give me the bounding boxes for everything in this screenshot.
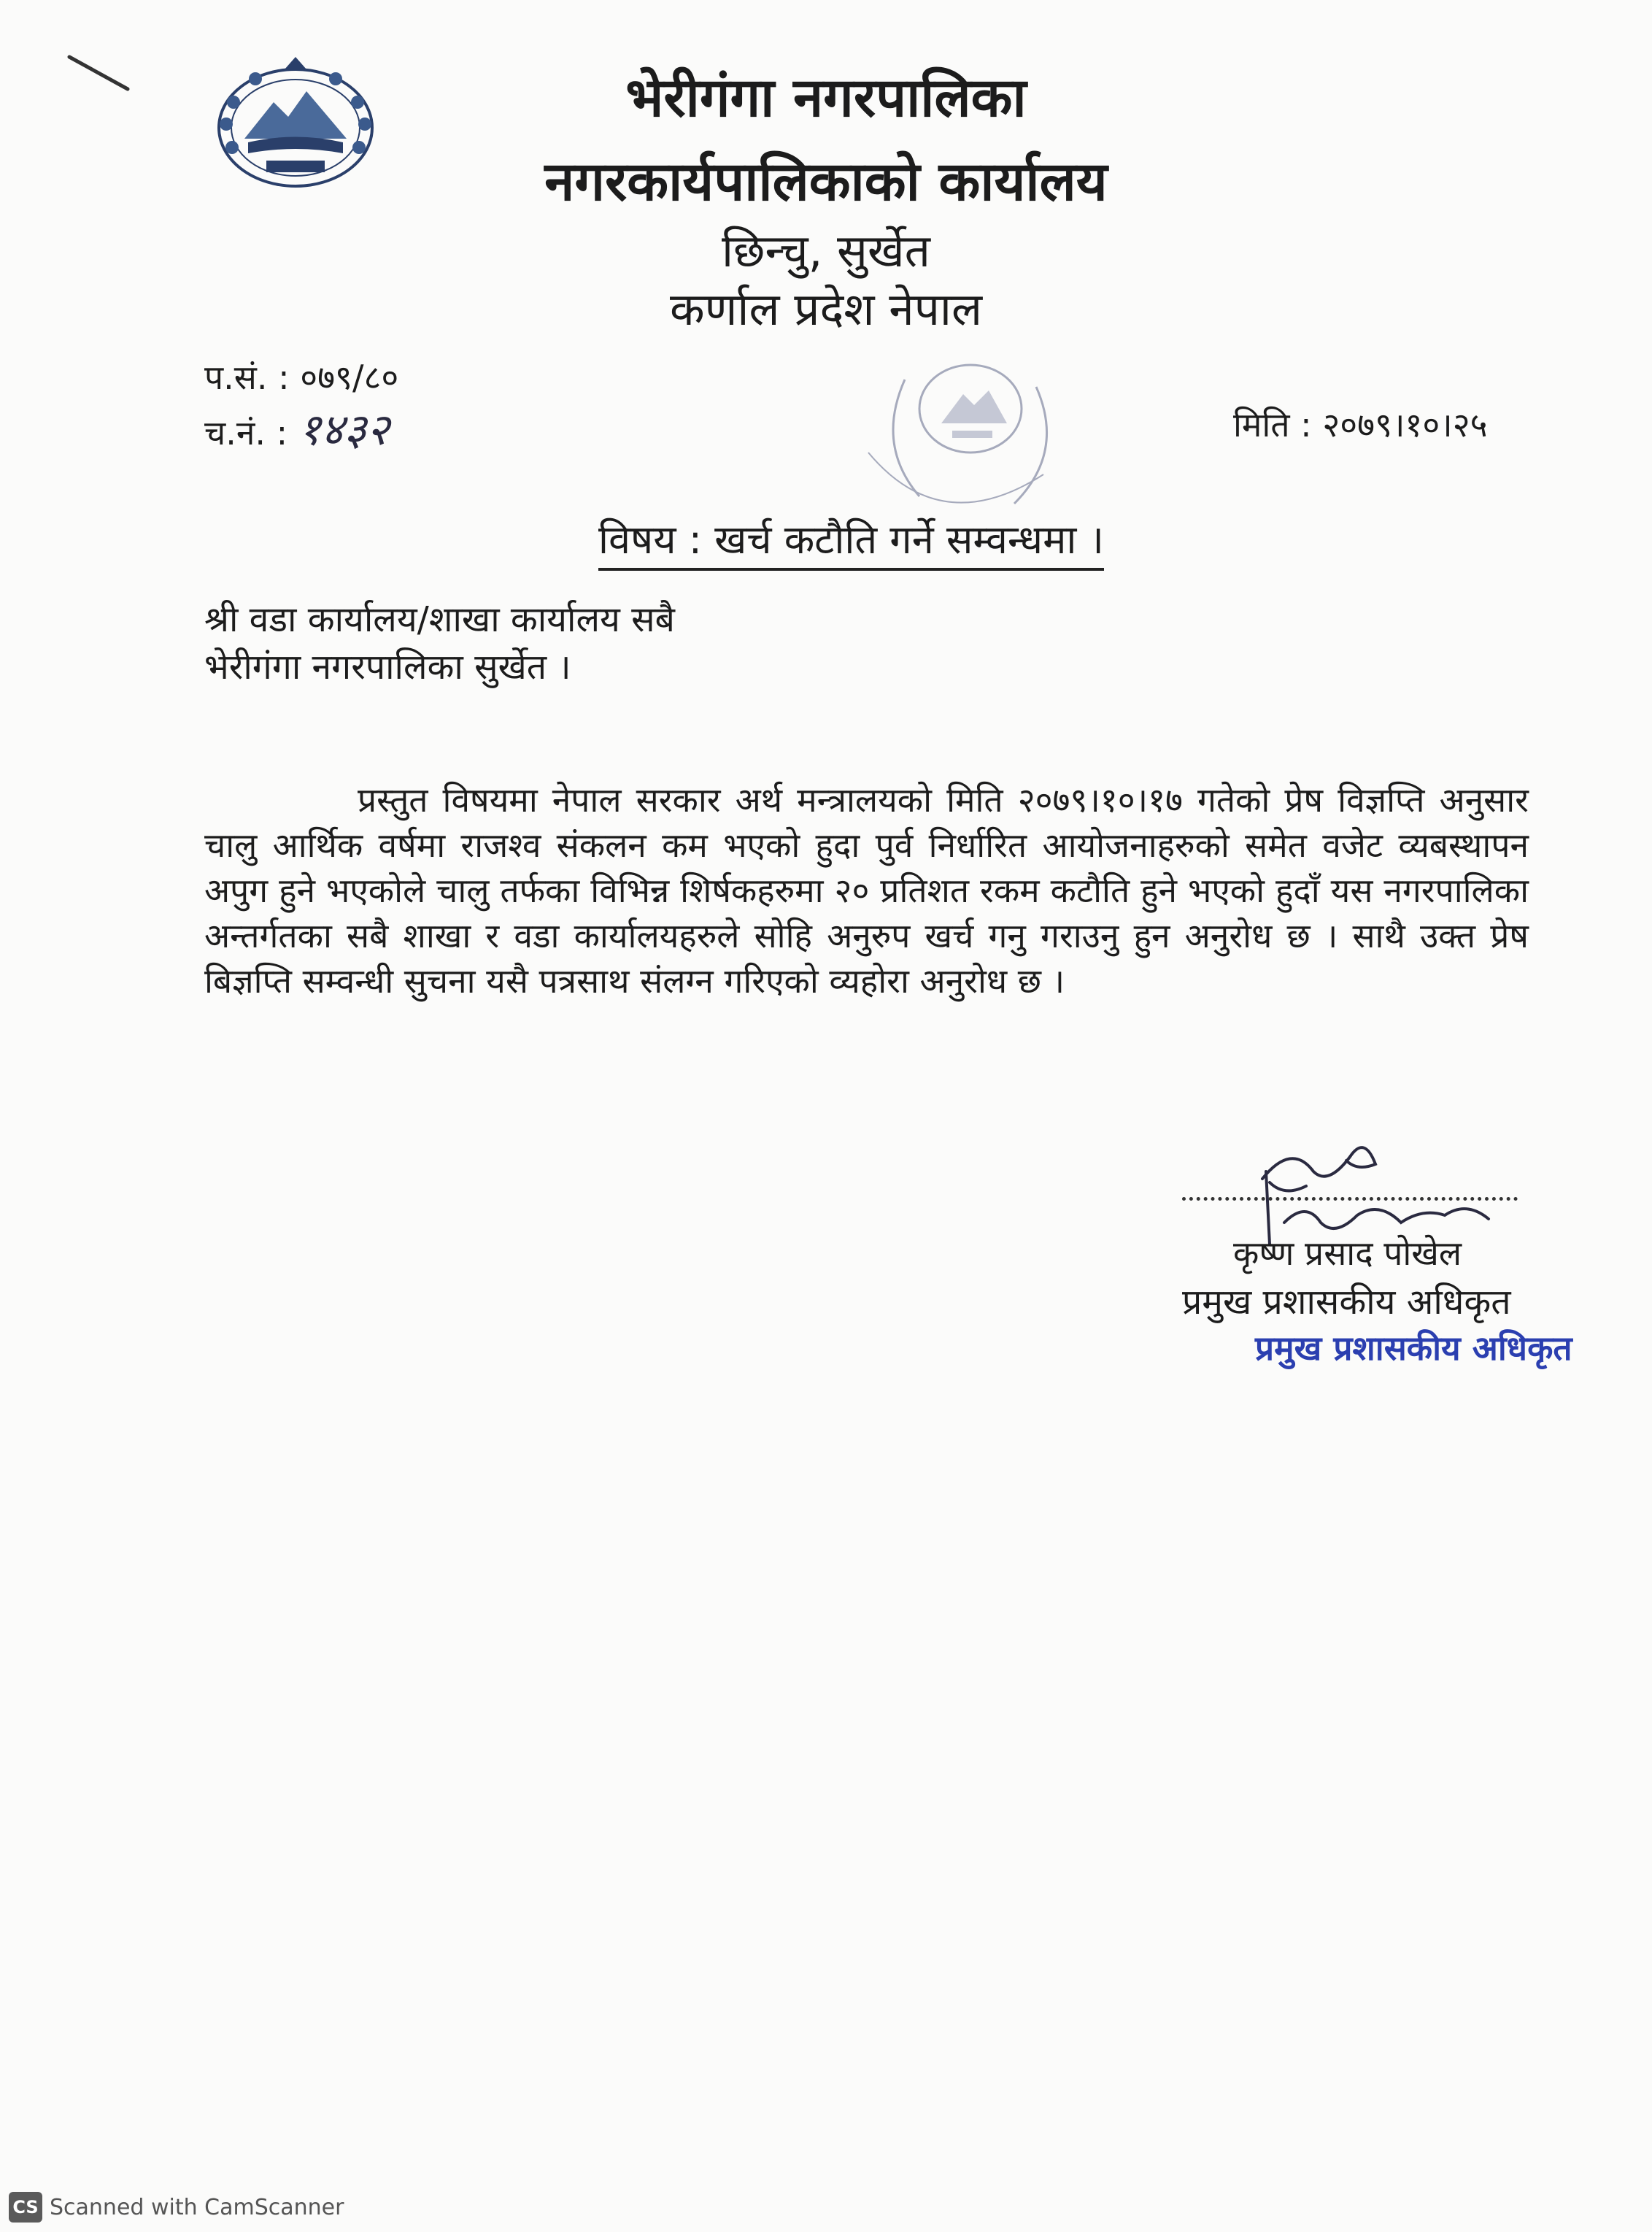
reference-ps (204, 354, 398, 399)
cn-value-handwritten: १४३२ (298, 404, 390, 455)
recipient-line-1: श्री वडा कार्यालय/शाखा कार्यालय सबै (204, 599, 675, 640)
date-label: मिति : (1233, 405, 1312, 445)
date-value: २०७९।१०।२५ (1322, 405, 1488, 445)
camscanner-watermark-text: Scanned with CamScanner (50, 2194, 344, 2220)
letter-date (1233, 401, 1488, 447)
letter-subject: विषय : खर्च कटौति गर्ने सम्वन्धमा । (598, 511, 1104, 571)
signatory-title: प्रमुख प्रशासकीय अधिकृत (1182, 1282, 1511, 1323)
cn-label: च.नं. : (204, 413, 288, 453)
recipient-line-2: भेरीगंगा नगरपालिका सुर्खेत । (204, 647, 571, 688)
letterhead-office-name: नगरकार्यपालिकाको कार्यालय (544, 150, 1108, 213)
letter-body-text: प्रस्तुत विषयमा नेपाल सरकार अर्थ मन्त्रालयको मिति २०७९।१०।१७ गतेको प्रेष विज्ञप्ति अनुसार चालु आर्थिक वर्षमा राजश्व संकलन कम भएको हुदा पुर्व निर्धारित आयोजनाहरुको समेत वजेट व्यबस्थापन अपुग हुने भएकोले चालु तर्फका विभिन्न शिर्षकहरुमा २० प्रतिशत रकम कटौति हुने भएको हुदाँ यस नगरपालिका अन्तर्गतका सबै शाखा र वडा कार्यालयहरुले सोहि अनुरुप खर्च गनु गराउनु हुन अनुरोध छ । साथै उक्त प्रेष बिज्ञप्ति सम्वन्धी सुचना यसै पत्रसाथ संलग्न गरिएको व्यहोरा अनुरोध छ । (204, 780, 1529, 1001)
letterhead-municipality-name: भेरीगंगा नगरपालिका (625, 66, 1027, 129)
reference-cn (204, 398, 390, 458)
scanner-footer (0, 2188, 344, 2226)
ps-label: प.सं. : (204, 358, 290, 397)
signatory-rubber-stamp: प्रमुख प्रशासकीय अधिकृत (1255, 1328, 1572, 1368)
signatory-name: कृष्ण प्रसाद पोखेल (1233, 1234, 1462, 1273)
signature-dotted-line (1182, 1197, 1518, 1201)
camscanner-logo-icon: CS (9, 2192, 42, 2223)
letterhead-province: कर्णाल प्रदेश नेपाल (669, 282, 983, 336)
ps-value: ०७९/८० (300, 358, 399, 397)
letterhead-location: छिन्चु, सुर्खेत (722, 224, 930, 277)
letter-body (204, 777, 1529, 1004)
